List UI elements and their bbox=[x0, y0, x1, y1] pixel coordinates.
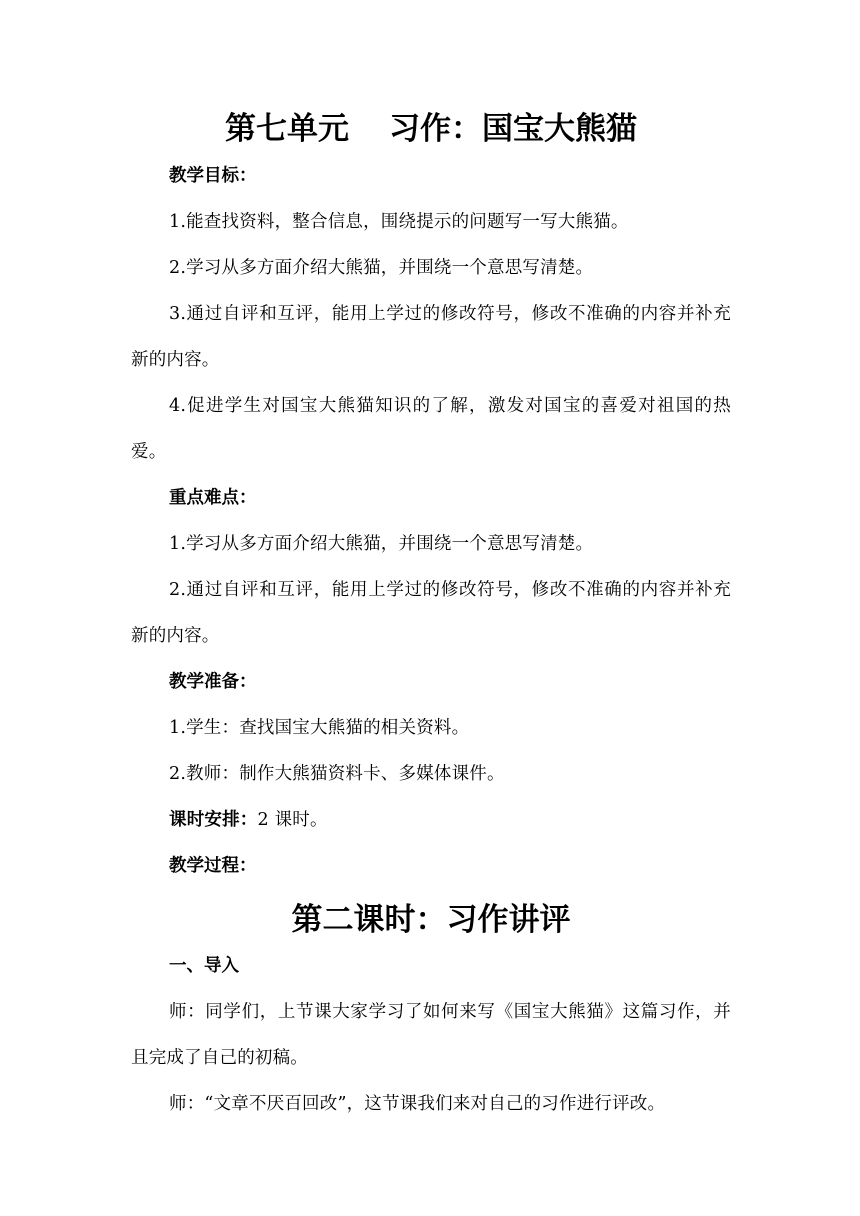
process-heading: 教学过程： bbox=[169, 856, 257, 876]
key-point-item-2: 2.通过自评和互评，能用上学过的修改符号，修改不准确的内容并补充新的内容。 bbox=[131, 580, 731, 646]
title-topic: 习作：国宝大熊猫 bbox=[389, 111, 637, 147]
preparation-item-2: 2.教师：制作大熊猫资料卡、多媒体课件。 bbox=[169, 764, 505, 784]
schedule-value: 2 课时。 bbox=[257, 810, 328, 830]
objective-item-3: 3.通过自评和互评，能用上学过的修改符号，修改不准确的内容并补充新的内容。 bbox=[131, 304, 731, 370]
section-1-heading: 一、导入 bbox=[169, 956, 239, 976]
section-1-paragraph-1: 师：同学们，上节课大家学习了如何来写《国宝大熊猫》这篇习作，并且完成了自己的初稿。 bbox=[131, 1002, 731, 1068]
title-unit: 第七单元 bbox=[225, 111, 349, 147]
schedule-line bbox=[131, 797, 731, 843]
objective-item-1: 1.能查找资料，整合信息，围绕提示的问题写一写大熊猫。 bbox=[169, 212, 629, 232]
document-title bbox=[131, 105, 731, 153]
document-page bbox=[131, 105, 731, 1127]
section-1-paragraph-2: 师：“文章不厌百回改”，这节课我们来对自己的习作进行评改。 bbox=[169, 1094, 666, 1114]
key-point-item-1: 1.学习从多方面介绍大熊猫，并围绕一个意思写清楚。 bbox=[169, 534, 594, 554]
lesson-title: 第二课时：习作讲评 bbox=[291, 902, 571, 938]
objective-item-4: 4.促进学生对国宝大熊猫知识的了解，激发对国宝的喜爱对祖国的热爱。 bbox=[131, 396, 731, 462]
objective-item-2: 2.学习从多方面介绍大熊猫，并围绕一个意思写清楚。 bbox=[169, 258, 594, 278]
objectives-heading: 教学目标： bbox=[169, 166, 257, 186]
schedule-label: 课时安排： bbox=[169, 810, 258, 830]
preparation-heading: 教学准备： bbox=[169, 672, 257, 692]
preparation-item-1: 1.学生：查找国宝大熊猫的相关资料。 bbox=[169, 718, 470, 738]
key-points-heading: 重点难点： bbox=[169, 488, 257, 508]
